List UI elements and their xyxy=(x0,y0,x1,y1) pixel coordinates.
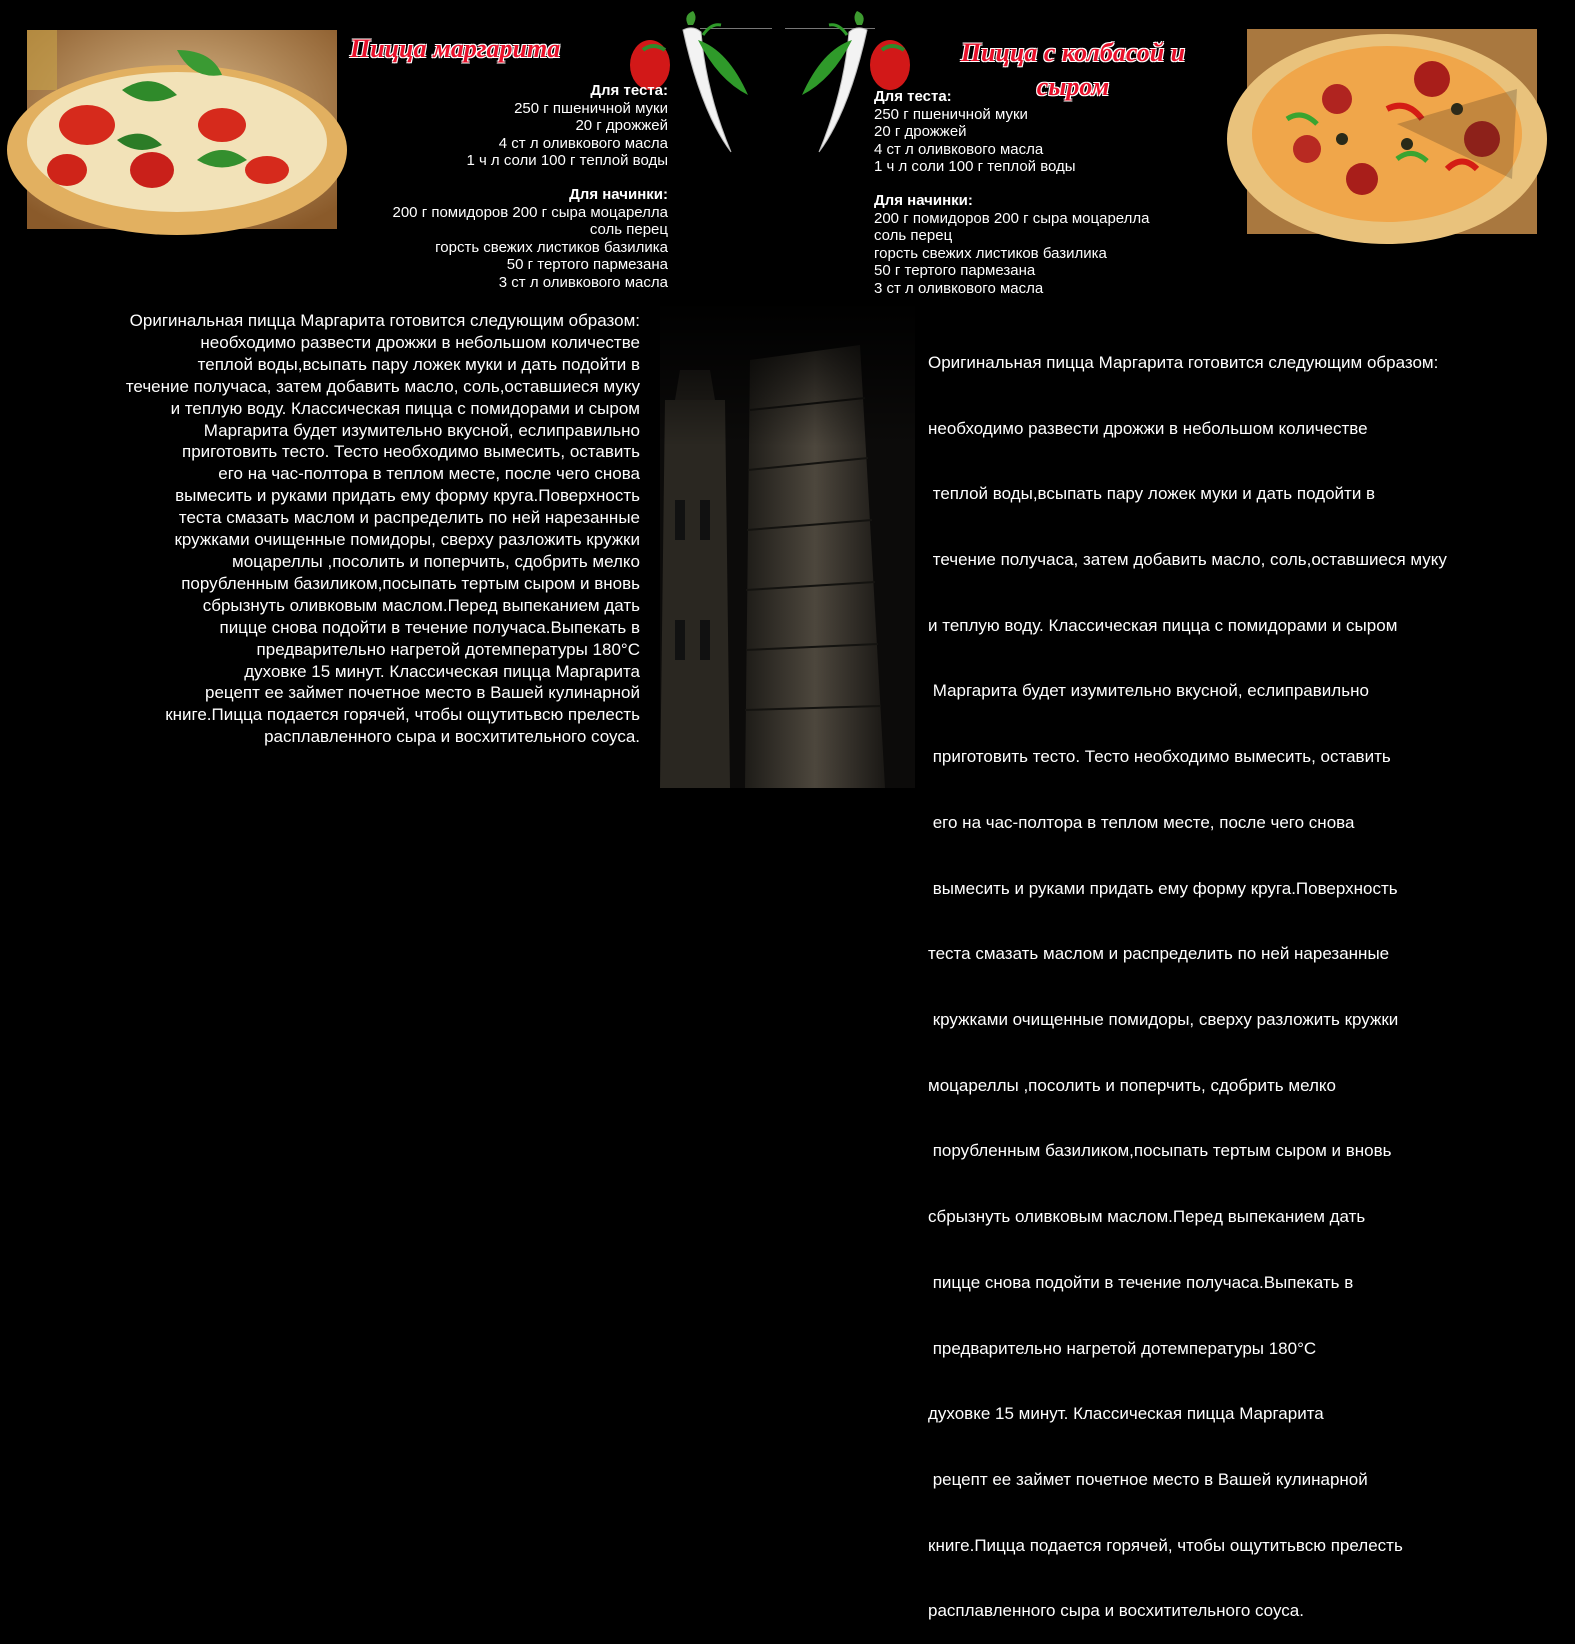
right-dough-item: 20 г дрожжей xyxy=(874,123,967,141)
right-text-line: и теплую воду. Классическая пицца с помидорами и сыром xyxy=(928,615,1398,635)
leaning-tower-photo xyxy=(660,300,915,788)
left-text-line: расплавленного сыра и восхитительного соуса. xyxy=(264,727,640,747)
right-text-line: приготовить тесто. Тесто необходимо вымесить, оставить xyxy=(928,747,1391,767)
right-recipe-text xyxy=(928,308,1568,1644)
right-text-line: предварительно нагретой дотемпературы 180°С xyxy=(928,1338,1317,1358)
right-text-line: вымесить и руками придать ему форму круга.Поверхность xyxy=(928,878,1398,898)
left-text-line: пицце снова подойти в течение получаса.Выпекать в xyxy=(219,617,640,637)
left-dough-item: 4 ст л оливкового масла xyxy=(498,134,668,152)
left-text-line: приготовить тесто. Тесто необходимо вымесить, оставить xyxy=(181,442,640,462)
right-text-line: книге.Пицца подается горячей, чтобы ощутитьвсю прелесть xyxy=(928,1535,1403,1555)
sausage-pizza-photo xyxy=(1247,29,1537,234)
left-filling-item: 50 г тертого пармезана xyxy=(506,256,668,274)
right-text-line: расплавленного сыра и восхитительного соуса. xyxy=(928,1601,1304,1621)
right-text-line: пицце снова подойти в течение получаса.Выпекать в xyxy=(928,1272,1354,1292)
right-dough-item: 1 ч л соли 100 г теплой воды xyxy=(874,158,1076,176)
right-text-line: теста смазать маслом и распределить по ней нарезанные xyxy=(928,944,1390,964)
left-text-line: теста смазать маслом и распределить по ней нарезанные xyxy=(178,508,640,528)
right-dough-item: 250 г пшеничной муки xyxy=(874,105,1028,123)
right-text-line: необходимо развести дрожжи в небольшом количестве xyxy=(928,418,1368,438)
left-text-line: порубленным базиликом,посыпать тертым сыром и вновь xyxy=(181,573,640,593)
left-recipe-text xyxy=(20,310,640,748)
left-recipe-title: Пицца маргарита xyxy=(350,34,561,63)
right-ingredients xyxy=(874,88,1234,298)
left-text-line: духовке 15 минут. Классическая пицца Маргарита xyxy=(244,661,640,681)
left-text-line: книге.Пицца подается горячей, чтобы ощутитьвсю прелесть xyxy=(165,705,640,725)
right-filling-item: 3 ст л оливкового масла xyxy=(874,279,1044,297)
left-dough-item: 20 г дрожжей xyxy=(575,117,668,135)
left-dough-item: 250 г пшеничной муки xyxy=(514,99,668,117)
right-text-line: сбрызнуть оливковым маслом.Перед выпеканием дать xyxy=(928,1207,1366,1227)
left-dough-heading: Для теста: xyxy=(590,82,668,99)
margherita-pizza-photo xyxy=(27,30,337,229)
right-filling-item: 50 г тертого пармезана xyxy=(874,262,1036,280)
left-text-line: Маргарита будет изумительно вкусной, еслиправильно xyxy=(203,420,640,440)
left-filling-item: 200 г помидоров 200 г сыра моцарелла xyxy=(392,203,668,221)
left-text-line: теплой воды,всыпать пару ложек муки и дать подойти в xyxy=(197,354,640,374)
left-text-line: сбрызнуть оливковым маслом.Перед выпеканием дать xyxy=(202,595,640,615)
right-dough-item: 4 ст л оливкового масла xyxy=(874,140,1044,158)
left-dough-item: 1 ч л соли 100 г теплой воды xyxy=(466,152,668,170)
left-text-line: течение получаса, затем добавить масло, соль,оставшиеся муку xyxy=(125,376,640,396)
right-filling-item: соль перец xyxy=(874,227,953,245)
left-text-line: кружками очищенные помидоры, сверху разложить кружки xyxy=(174,530,640,550)
left-text-line: предварительно нагретой дотемпературы 180°С xyxy=(256,639,640,659)
right-text-line: порубленным базиликом,посыпать тертым сыром и вновь xyxy=(928,1141,1392,1161)
right-text-line: рецепт ее займет почетное место в Вашей кулинарной xyxy=(928,1470,1368,1490)
right-title-line: сыром xyxy=(1036,72,1110,101)
left-text-line: Оригинальная пицца Маргарита готовится следующим образом: xyxy=(129,311,640,330)
right-text-line: кружками очищенные помидоры, сверху разложить кружки xyxy=(928,1010,1399,1029)
left-ingredients xyxy=(328,82,668,292)
right-text-line: Маргарита будет изумительно вкусной, еслиправильно xyxy=(928,681,1369,701)
left-filling-item: горсть свежих листиков базилика xyxy=(435,238,668,256)
right-filling-item: 200 г помидоров 200 г сыра моцарелла xyxy=(874,209,1150,227)
left-text-line: и теплую воду. Классическая пицца с помидорами и сыром xyxy=(170,398,640,418)
left-filling-item: 3 ст л оливкового масла xyxy=(498,273,668,291)
left-filling-heading: Для начинки: xyxy=(569,185,668,203)
left-text-line: его на час-полтора в теплом месте, после чего снова xyxy=(218,464,640,484)
right-filling-item: горсть свежих листиков базилика xyxy=(874,244,1107,262)
right-dough-heading: Для теста: xyxy=(874,88,952,105)
right-text-line: теплой воды,всыпать пару ложек муки и дать подойти в xyxy=(928,484,1376,504)
right-text-line: течение получаса, затем добавить масло, соль,оставшиеся муку xyxy=(928,549,1447,569)
right-filling-heading: Для начинки: xyxy=(874,191,973,209)
right-text-line: Оригинальная пицца Маргарита готовится следующим образом: xyxy=(928,352,1439,372)
left-text-line: вымесить и руками придать ему форму круга.Поверхность xyxy=(175,486,640,506)
right-text-line: моцареллы ,посолить и поперчить, сдобрить мелко xyxy=(928,1075,1336,1095)
right-text-line: духовке 15 минут. Классическая пицца Маргарита xyxy=(928,1404,1324,1424)
left-filling-item: соль перец xyxy=(589,221,668,239)
left-text-line: моцареллы ,посолить и поперчить, сдобрить мелко xyxy=(232,551,640,571)
left-text-line: необходимо развести дрожжи в небольшом количестве xyxy=(200,332,640,352)
left-text-line: рецепт ее займет почетное место в Вашей кулинарной xyxy=(204,683,640,703)
right-text-line: его на час-полтора в теплом месте, после чего снова xyxy=(928,812,1355,832)
right-title-line: Пицца с колбасой и xyxy=(960,38,1186,67)
